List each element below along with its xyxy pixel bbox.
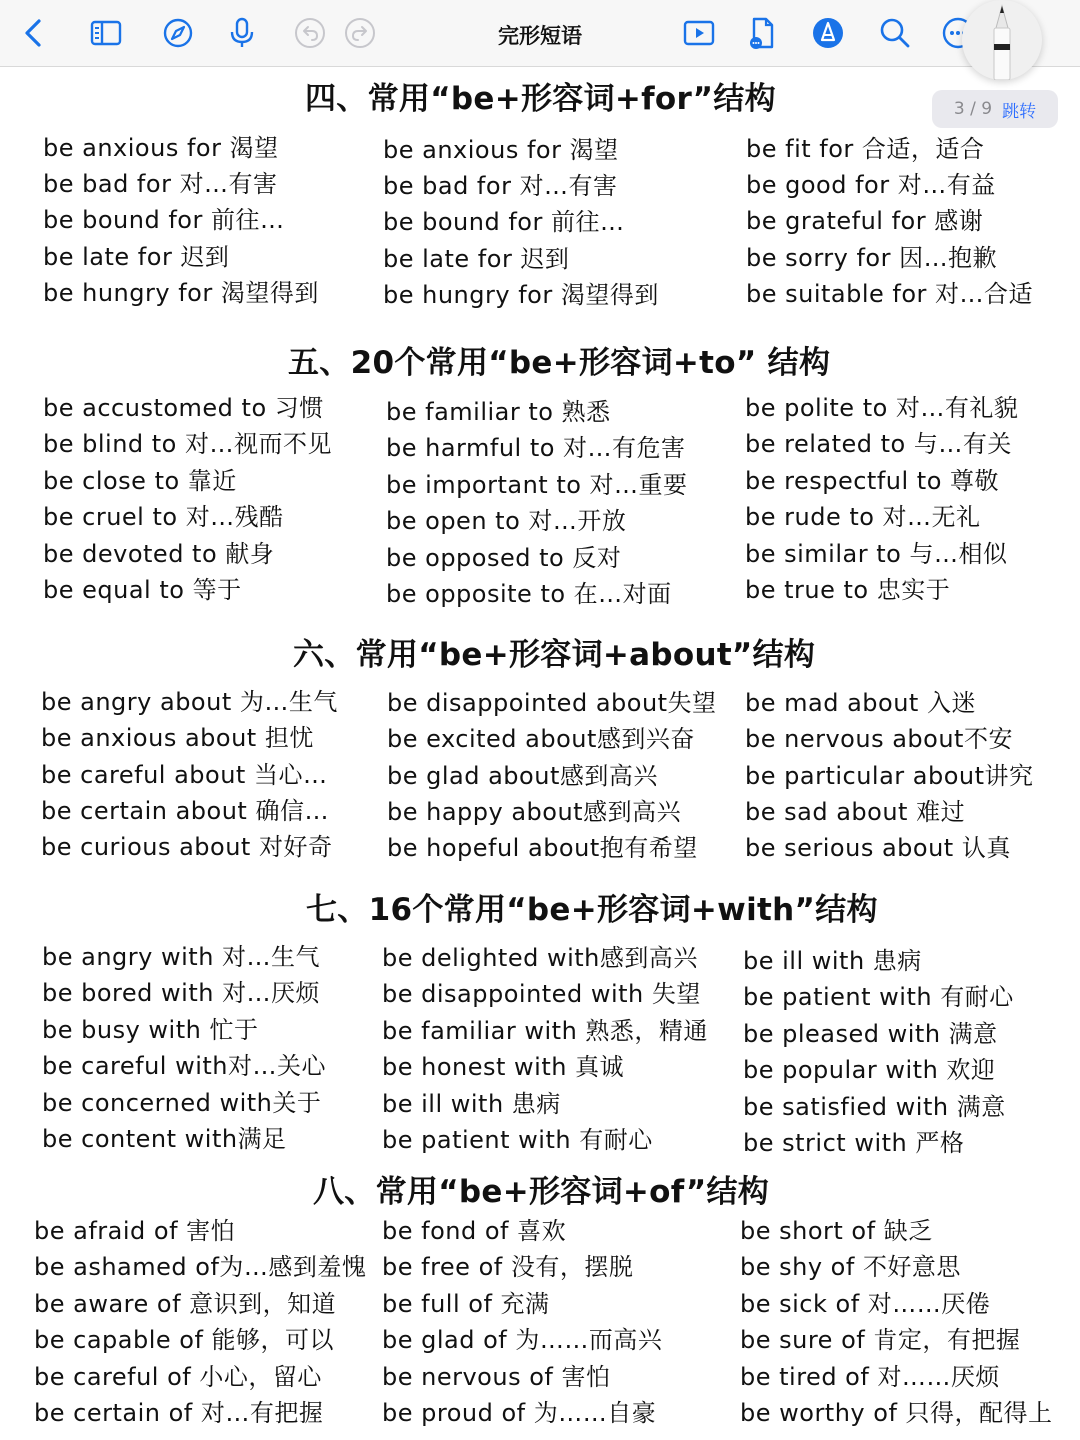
column-2 xyxy=(383,132,659,313)
phrase-entry: be pleased with 满意 xyxy=(743,1019,998,1048)
phrase-entry: be cruel to 对…残酷 xyxy=(43,503,284,532)
phrase-entry: be close to 靠近 xyxy=(43,466,237,495)
phrase-entry: be bound for 前往… xyxy=(383,208,625,237)
phrase-entry: be rude to 对…无礼 xyxy=(745,503,981,532)
section-title: 四、常用“be+形容词+for”结构 xyxy=(305,81,776,117)
phrase-entry: be sick of 对……厌倦 xyxy=(740,1289,991,1318)
phrase-entry: be concerned with关于 xyxy=(42,1088,322,1117)
phrase-entry: be important to 对…重要 xyxy=(386,470,688,499)
phrase-entry: be honest with 真诚 xyxy=(382,1053,625,1082)
phrase-entry: be glad about感到高兴 xyxy=(387,761,658,790)
phrase-entry: be hungry for 渴望得到 xyxy=(383,280,659,309)
phrase-entry: be bad for 对…有害 xyxy=(43,170,278,199)
phrase-entry: be sure of 肯定，有把握 xyxy=(740,1326,1021,1355)
top-toolbar xyxy=(0,0,1080,67)
phrase-entry: be short of 缺乏 xyxy=(740,1217,933,1245)
column-1 xyxy=(42,939,326,1157)
phrase-entry: be suitable for 对…合适 xyxy=(746,279,1034,308)
phrase-entry: be anxious for 渴望 xyxy=(383,136,619,164)
phrase-entry: be happy about感到高兴 xyxy=(387,797,682,826)
phrase-entry: be certain of 对…有把握 xyxy=(34,1399,324,1428)
column-2 xyxy=(387,685,717,866)
column-3 xyxy=(745,390,1018,608)
phrase-entry: be similar to 与…相似 xyxy=(745,539,1008,568)
phrase-entry: be bad for 对…有害 xyxy=(383,172,618,201)
phrase-entry: be familiar with 熟悉，精通 xyxy=(382,1016,708,1045)
phrase-entry: be anxious for 渴望 xyxy=(43,134,279,162)
phrase-entry: be delighted with感到高兴 xyxy=(382,944,698,972)
phrase-entry: be strict with 严格 xyxy=(743,1129,965,1158)
phrase-entry: be harmful to 对…有危害 xyxy=(386,434,686,463)
phrase-entry: be sorry for 因…抱歉 xyxy=(746,243,998,272)
phrase-entry: be bored with 对…厌烦 xyxy=(42,979,321,1008)
phrase-entry: be respectful to 尊敬 xyxy=(745,466,1000,495)
page-indicator[interactable] xyxy=(932,90,1058,128)
phrase-entry: be ashamed of为…感到羞愧 xyxy=(34,1253,367,1282)
phrase-entry: be good for 对…有益 xyxy=(746,171,996,200)
phrase-entry: be worthy of 只得，配得上 xyxy=(740,1399,1053,1428)
column-3 xyxy=(745,685,1034,866)
phrase-entry: be fit for 合适，适合 xyxy=(746,135,985,163)
search-icon[interactable] xyxy=(875,13,915,53)
phrase-entry: be nervous of 害怕 xyxy=(382,1362,611,1391)
column-3 xyxy=(746,131,1033,312)
phrase-entry: be nervous about不安 xyxy=(745,725,1013,754)
phrase-entry: be disappointed about失望 xyxy=(387,689,717,717)
phrase-entry: be popular with 欢迎 xyxy=(743,1056,996,1085)
phrase-entry: be related to 与…有关 xyxy=(745,430,1012,459)
phrase-entry: be late for 迟到 xyxy=(43,242,230,271)
phrase-entry: be fond of 喜欢 xyxy=(382,1217,567,1245)
phrase-entry: be sad about 难过 xyxy=(745,797,966,826)
phrase-entry: be certain about 确信… xyxy=(41,796,329,825)
phrase-entry: be curious about 对好奇 xyxy=(41,833,333,862)
column-3 xyxy=(740,1213,1053,1431)
phrase-entry: be disappointed with 失望 xyxy=(382,980,701,1009)
phrase-entry: be opposite to 在…对面 xyxy=(386,580,672,609)
jump-link[interactable]: 跳转 xyxy=(1002,101,1037,122)
section-title: 八、常用“be+形容词+of”结构 xyxy=(313,1174,770,1210)
phrase-entry: be late for 迟到 xyxy=(383,244,570,273)
phrase-entry: be bound for 前往… xyxy=(43,206,285,235)
column-1 xyxy=(43,390,332,608)
phrase-entry: be blind to 对…视而不见 xyxy=(43,430,332,459)
phrase-entry: be devoted to 献身 xyxy=(43,539,275,568)
phrase-entry: be careful with对…关心 xyxy=(42,1052,327,1081)
apple-pencil-icon[interactable] xyxy=(962,0,1042,80)
section-title: 六、常用“be+形容词+about”结构 xyxy=(293,637,816,673)
phrase-entry: be hungry for 渴望得到 xyxy=(43,278,319,307)
phrase-entry: be capable of 能够，可以 xyxy=(34,1326,335,1355)
document-share-icon[interactable] xyxy=(742,13,782,53)
phrase-entry: be particular about讲究 xyxy=(745,761,1034,790)
phrase-entry: be serious about 认真 xyxy=(745,834,1011,863)
column-2 xyxy=(382,1213,662,1431)
phrase-entry: be proud of 为……自豪 xyxy=(382,1399,657,1428)
phrase-entry: be true to 忠实于 xyxy=(745,576,951,605)
phrase-entry: be tired of 对……厌烦 xyxy=(740,1362,1000,1391)
phrase-entry: be afraid of 害怕 xyxy=(34,1217,236,1245)
phrase-entry: be aware of 意识到，知道 xyxy=(34,1289,337,1318)
phrase-entry: be careful of 小心，留心 xyxy=(34,1362,322,1391)
page-number: 3 / 9 xyxy=(953,99,993,119)
phrase-entry: be open to 对…开放 xyxy=(386,507,627,536)
phrase-entry: be satisfied with 满意 xyxy=(743,1092,1006,1121)
phrase-entry: be glad of 为……而高兴 xyxy=(382,1326,663,1355)
phrase-entry: be angry about 为…生气 xyxy=(41,688,338,716)
phrase-entry: be ill with 患病 xyxy=(743,947,922,975)
phrase-entry: be shy of 不好意思 xyxy=(740,1253,961,1282)
column-1 xyxy=(41,684,338,865)
play-icon[interactable] xyxy=(679,13,719,53)
phrase-entry: be free of 没有，摆脱 xyxy=(382,1253,634,1282)
column-1 xyxy=(34,1213,366,1431)
markup-pen-icon[interactable] xyxy=(808,13,848,53)
phrase-entry: be familiar to 熟悉 xyxy=(386,398,611,426)
phrase-entry: be excited about感到兴奋 xyxy=(387,725,695,754)
column-1 xyxy=(43,130,319,311)
column-3 xyxy=(743,943,1014,1161)
phrase-entry: be full of 充满 xyxy=(382,1289,550,1318)
phrase-entry: be angry with 对…生气 xyxy=(42,943,321,971)
phrase-entry: be accustomed to 习惯 xyxy=(43,394,324,422)
phrase-entry: be patient with 有耐心 xyxy=(743,983,1014,1012)
section-title: 五、20个常用“be+形容词+to” 结构 xyxy=(288,345,831,381)
column-2 xyxy=(386,394,688,612)
document-title: 完形短语 xyxy=(498,24,582,48)
phrase-entry: be grateful for 感谢 xyxy=(746,207,984,236)
phrase-entry: be hopeful about抱有希望 xyxy=(387,834,698,863)
phrase-entry: be equal to 等于 xyxy=(43,576,242,605)
phrase-entry: be ill with 患病 xyxy=(382,1089,561,1118)
phrase-entry: be busy with 忙于 xyxy=(42,1015,259,1044)
phrase-entry: be content with满足 xyxy=(42,1125,287,1154)
phrase-entry: be patient with 有耐心 xyxy=(382,1126,653,1155)
phrase-entry: be opposed to 反对 xyxy=(386,543,622,572)
phrase-entry: be mad about 入迷 xyxy=(745,689,976,717)
phrase-entry: be polite to 对…有礼貌 xyxy=(745,394,1019,422)
column-2 xyxy=(382,940,708,1158)
phrase-entry: be anxious about 担忧 xyxy=(41,724,314,753)
section-title: 七、16个常用“be+形容词+with”结构 xyxy=(306,892,878,928)
phrase-entry: be careful about 当心… xyxy=(41,760,328,789)
